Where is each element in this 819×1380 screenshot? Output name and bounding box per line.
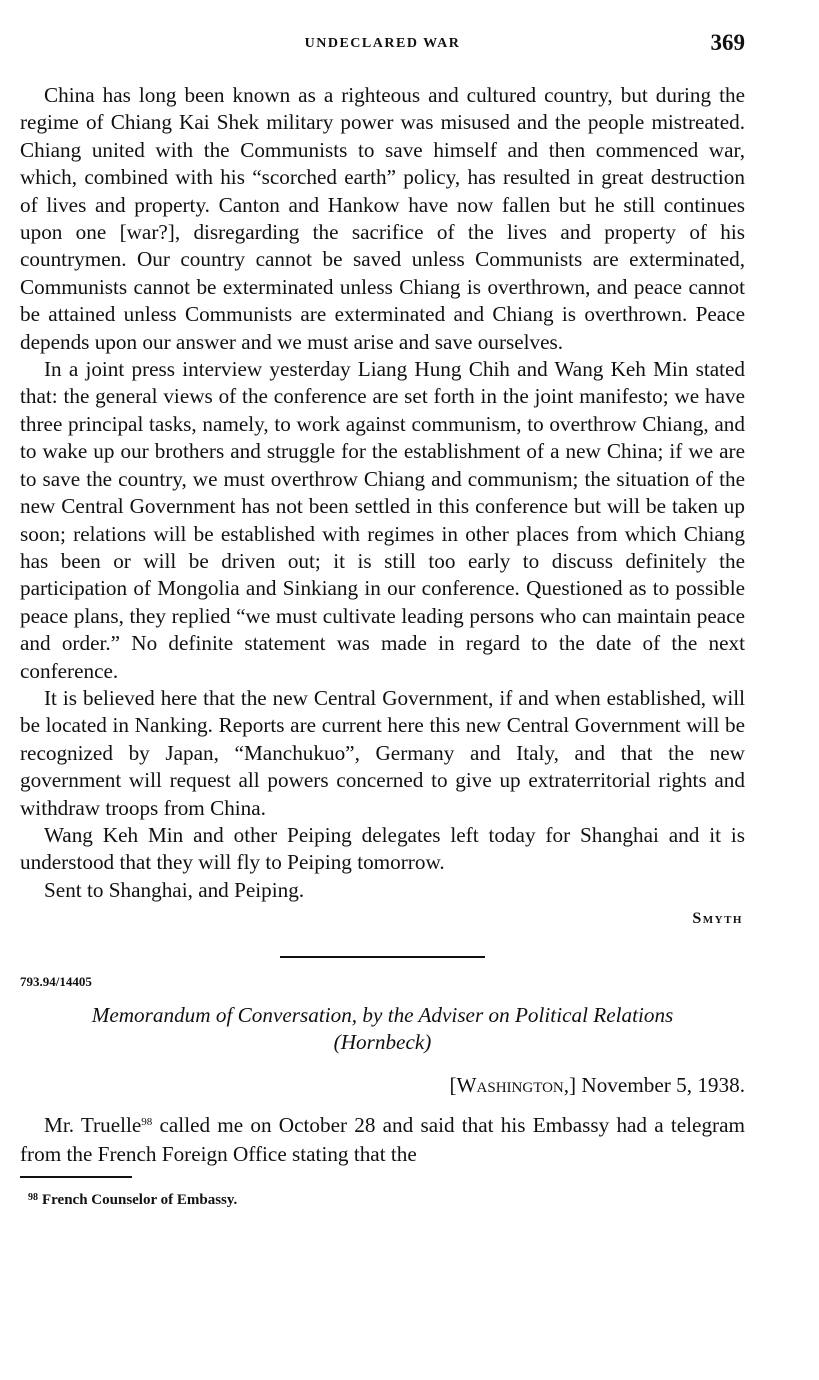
telegram-paragraph-4: Wang Keh Min and other Peiping delegates left today for Shanghai and it is understood that they will fly to Peiping tomorrow. [20,822,745,875]
running-head [20,30,745,60]
file-number: 793.94/14405 [20,974,92,990]
dateline-date: November 5, 1938. [581,1073,745,1098]
document-page [20,30,745,1209]
memorandum-body [20,1111,745,1168]
memorandum-heading [20,1002,745,1056]
footnote-reference: 98 [141,1116,153,1129]
telegram-paragraph-3: It is believed here that the new Central Government, if and when established, will be located in Nanking. Reports are current here this new Central Government will be recognized by Japan, “Manchukuo”, Germany and Italy, and that the new government will request all powers concerned to give up extraterritorial rights and withdraw troops from China. [20,685,745,820]
memorandum-text-start: Mr. Truelle [44,1113,142,1138]
memorandum-heading-line-2: (Hornbeck) [333,1030,432,1055]
telegram-text [20,82,745,904]
dateline [20,1073,745,1098]
footnote-text: French Counselor of Embassy. [42,1192,238,1209]
footnote-marker: 98 [28,1192,38,1204]
memorandum-text-continued: called me on October 28 and said that his Embassy had a telegram from the French Foreign Office stating that the [20,1113,745,1166]
telegram-paragraph-1: China has long been known as a righteous and cultured country, but during the regime of Chiang Kai Shek military power was misused and the people mistreated. Chiang united with the Communists to save himself and then commenced war, which, combined with his “scorched earth” policy, has resulted in great destruction of lives and property. Canton and Hankow have now fallen but he still continues upon one [war?], disregarding the sacrifice of the lives and property of his countrymen. Our country cannot be saved unless Communists are exterminated, Communists cannot be exterminated unless Chiang is overthrown, and peace cannot be attained unless Communists are exterminated and Chiang is overthrown. Peace depends upon our answer and we must arise and save ourselves. [20,83,745,354]
memorandum-paragraph [20,1111,745,1168]
memorandum-heading-line-1: Memorandum of Conversation, by the Adviser on Political Relations [91,1003,674,1028]
footnote [20,1192,745,1209]
section-divider [280,956,485,958]
signature [20,910,743,928]
telegram-paragraph-5: Sent to Shanghai, and Peiping. [44,877,305,902]
dateline-place: [Washington,] [449,1073,577,1098]
footnote-divider [20,1176,132,1178]
signature-name: Smyth [692,910,743,928]
page-number: 369 [710,30,745,55]
telegram-paragraph-2: In a joint press interview yesterday Liang Hung Chih and Wang Keh Min stated that: the general views of the conference are set forth in the joint manifesto; we have three principal tasks, namely, to work against communism, to overthrow Chiang, and to wake up our brothers and struggle for the establishment of a new China; if we are to save the country, we must overthrow Chiang and communism; the situation of the new Central Government has not been settled in this conference but will be taken up soon; relations will be established with regimes in other places from which Chiang has been or will be driven out; it is still too early to discuss definitely the participation of Mongolia and Sinkiang in our conference. Questioned as to possible peace plans, they replied “we must cultivate leading persons who can maintain peace and order.” No definite statement was made in regard to the date of the next conference. [20,357,745,683]
running-title: UNDECLARED WAR [304,36,461,51]
